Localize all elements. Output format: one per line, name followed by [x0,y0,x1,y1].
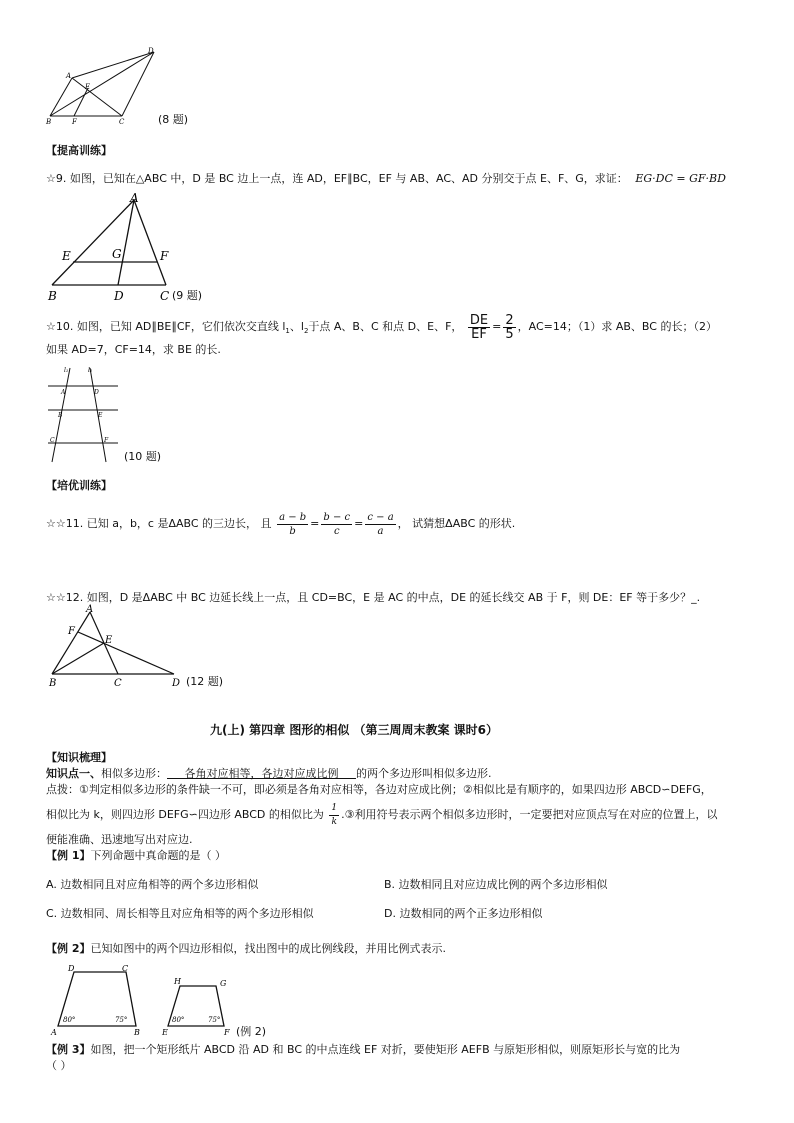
fig10-label-l2: l₂ [88,367,93,374]
knowledge-tip-line1: 点拨：①判定相似多边形的条件缺一不可，即必须是各角对应相等，各边对应成比例；②相似比是有顺序的，如果四边形 ABCD∽DEFG， [46,783,712,796]
tip2-frac-num: 1 [329,802,339,816]
figure-q8 [44,44,164,126]
q11-text-a: ☆☆11. 已知 a，b，c 是ΔABC 的三边长， 且 [46,517,272,530]
ex3-answer-paren: （ ） [46,1059,72,1072]
q10-fraction-de-ef [468,314,490,341]
ex2-angle-80-right: 80° [172,1016,185,1024]
lesson-title: 九(上) 第四章 图形的相似 （第三周周末教案 课时6） [210,723,499,737]
fig9-label-b: B [48,289,57,303]
fig10-caption: (10 题) [124,450,162,463]
q11-frac3 [365,511,395,538]
figure-q12 [44,602,194,688]
ex1-option-c[interactable]: C. 边数相同、周长相等且对应角相等的两个多边形相似 [46,907,314,920]
ex3-text: 如图，把一个矩形纸片 ABCD 沿 AD 和 BC 的中点连线 EF 对折，要使矩形 AEFB 与原矩形相似，则原矩形长与宽的比为 [90,1043,681,1056]
ex2-label: 【例 2】 [46,942,91,955]
ex2-angle-80-left: 80° [63,1016,76,1024]
q10-line2: 如果 AD=7，CF=14，求 BE 的长. [46,343,221,356]
ex2-label-f: F [224,1028,230,1037]
q10-frac-num: DE [469,312,489,328]
fig9-label-e: E [62,249,71,263]
fig10-label-b: B [58,412,63,419]
fig8-label-a: A [66,72,72,80]
fig12-label-f: F [68,626,75,637]
fig9-label-d: D [114,289,124,303]
fig12-label-b: B [49,678,57,688]
knowledge-point1 [46,766,491,782]
tip2-text-b: .③利用符号表示两个相似多边形时，一定要把对应顶点写在对应的位置上，以 [341,808,718,821]
q10-frac-den: EF [471,326,487,342]
q11-f1-num: a − b [279,511,307,523]
section-peiyou-heading: 【培优训练】 [46,479,112,492]
ex2-caption: (例 2) [236,1025,267,1038]
ex1-label: 【例 1】 [46,849,91,862]
fig12-label-e: E [105,635,113,646]
q11-text-b: ， 试猜想ΔABC 的形状. [397,517,516,530]
fig12-caption: (12 题) [186,675,224,688]
point1-label: 知识点一、 [46,767,101,780]
tip2-frac-den: k [331,816,337,827]
q10-sub2: 2 [303,327,309,336]
fig9-label-f: F [160,249,169,263]
knowledge-tip-line3: 便能准确、迅速地写出对应边. [46,833,193,846]
fig8-caption: (8 题) [158,113,189,126]
ex2-angle-75-right: 75° [208,1016,221,1024]
q11-eq2: = [354,517,364,530]
fig9-label-g: G [112,247,122,261]
ex2-question [46,941,446,957]
q10-eq: = [492,320,502,333]
ex1-question [46,848,226,864]
ex1-text: 下列命题中真命题的是（ ） [90,849,226,862]
fig12-label-c: C [114,678,122,688]
q11-f2-den: c [333,525,340,537]
q11-f1-den: b [289,525,296,537]
fig12-label-d: D [172,678,181,688]
ex1-option-d[interactable]: D. 边数相同的两个正多边形相似 [384,907,543,920]
ex2-label-a: A [51,1028,57,1037]
fig8-label-b: B [46,118,52,126]
section-tigao-heading: 【提高训练】 [46,144,112,157]
fig10-label-a: A [61,389,66,396]
tip2-text-a: 相似比为 k，则四边形 DEFG∽四边形 ABCD 的相似比为 [46,808,324,821]
ex2-label-d: D [68,964,75,973]
q10-frac2-den: 5 [505,326,514,342]
fig9-label-a: A [130,192,139,205]
ex2-angle-75-left: 75° [115,1016,128,1024]
point1-tail: 的两个多边形叫相似多边形. [355,767,492,780]
q10-frac2-num: 2 [505,312,514,328]
q11-frac1 [277,511,308,538]
ex1-option-a[interactable]: A. 边数相同且对应角相等的两个多边形相似 [46,878,259,891]
q11-frac2 [321,511,352,538]
ex3-label: 【例 3】 [46,1043,91,1056]
q10-sub1: 1 [285,327,290,336]
q11-f3-den: a [377,525,384,537]
ex2-label-e: E [162,1028,168,1037]
q12-text: ☆☆12. 如图，D 是ΔABC 中 BC 边延长线上一点，且 CD=BC，E 是 AC 的中点，DE 的延长线交 AB 于 F，则 DE：EF 等于多少？_. [46,591,701,604]
fig10-label-e: E [98,412,103,419]
fig9-caption: (9 题) [172,289,203,302]
q11-line [46,508,515,540]
q10-text-b: 、l [289,320,304,333]
figure-q10 [44,364,124,464]
q10-text-d: ，AC=14；（1）求 AB、BC 的长；（2） [517,320,717,333]
figure-q9 [44,192,184,304]
q10-fraction-2-5 [503,314,515,341]
q10-text-a: ☆10. 如图，已知 AD∥BE∥CF，它们依次交直线 l [46,320,286,333]
q11-f3-num: c − a [367,511,394,523]
fig8-label-c: C [119,118,125,126]
q11-f2-num: b − c [323,511,351,523]
ex2-label-g: G [220,979,227,988]
knowledge-heading: 【知识梳理】 [46,751,112,764]
fig8-label-d: D [148,47,154,55]
fig8-label-e: E [85,83,91,91]
ex2-label-c: C [122,964,129,973]
tip2-fraction [329,802,339,829]
ex2-label-b: B [134,1028,140,1037]
q9-text [46,171,726,187]
q10-text-c: 于点 A、B、C 和点 D、E、F， [308,320,463,333]
point1-blank-answer: 各角对应相等，各边对应成比例 [167,767,356,780]
point1-term: 相似多边形： [101,767,167,780]
fig10-label-l1: l₁ [64,367,69,374]
fig9-label-c: C [160,289,170,303]
fig8-label-f: F [72,118,77,126]
ex1-option-b[interactable]: B. 边数相同且对应边成比例的两个多边形相似 [384,878,608,891]
fig10-label-c: C [50,437,55,444]
ex3-question [46,1042,680,1058]
ex2-label-h: H [174,977,181,986]
q10-line1 [46,312,717,342]
q11-eq1: = [310,517,320,530]
fig12-label-a: A [86,604,94,615]
q9-formula: EG·DC = GF·BD [635,172,726,185]
q9-statement: ☆9. 如图，已知在△ABC 中，D 是 BC 边上一点，连 AD，EF∥BC，EF 与 AB、AC、AD 分别交于点 E、F、G，求证： [46,172,628,185]
fig10-label-f: F [104,437,109,444]
fig10-label-d: D [94,389,99,396]
knowledge-tip-line2 [46,800,717,830]
ex2-text: 已知如图中的两个四边形相似，找出图中的成比例线段，并用比例式表示. [90,942,446,955]
figure-ex2 [48,962,248,1038]
